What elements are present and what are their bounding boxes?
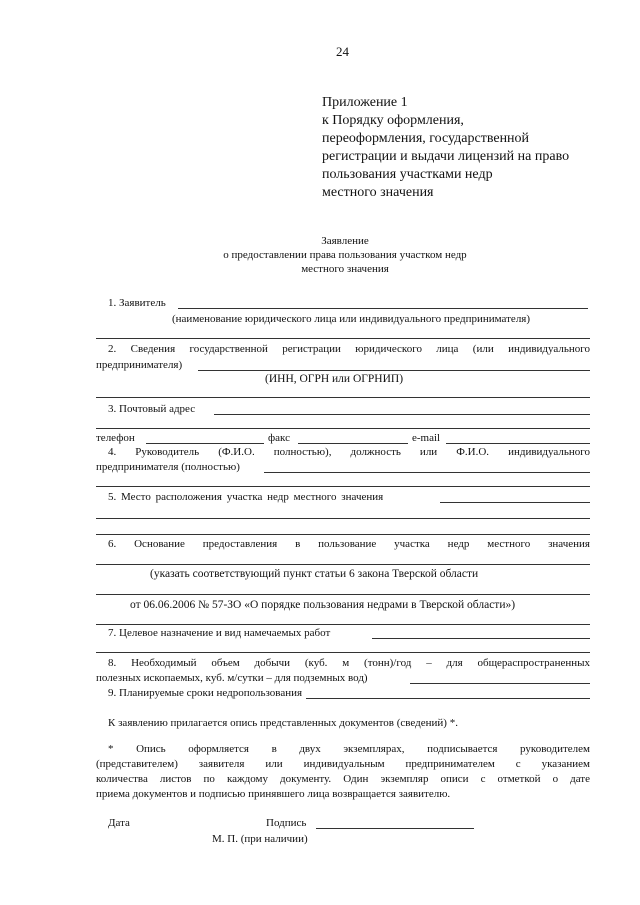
terms-label: 9. Планируемые сроки недропользования [108, 687, 303, 699]
applicant-label: 1. Заявитель [108, 297, 166, 309]
stamp-label: М. П. (при наличии) [212, 833, 308, 845]
footnote-text: количества листов по каждому документу. Один экземпляр описи с отметкой о дате [96, 773, 590, 785]
applicant-hint: (наименование юридического лица или индивидуального предпринимателя) [172, 313, 531, 325]
phone-label: телефон [96, 432, 135, 444]
fax-field[interactable] [298, 443, 408, 444]
volume-field[interactable] [410, 683, 590, 684]
location-field-extra[interactable] [96, 518, 590, 519]
fax-label: факс [268, 432, 290, 444]
signature-field[interactable] [316, 828, 474, 829]
registration-hint: (ИНН, ОГРН или ОГРНИП) [265, 373, 404, 385]
registration-field-extra[interactable] [96, 397, 590, 398]
basis-field[interactable] [96, 564, 590, 565]
head-field[interactable] [264, 472, 590, 473]
document-title: Заявление [321, 235, 369, 247]
appendix-line: местного значения [322, 185, 434, 200]
email-field[interactable] [446, 443, 590, 444]
location-field[interactable] [440, 502, 590, 503]
basis-hint-law: от 06.06.2006 № 57-ЗО «О порядке пользования недрами в Тверской области») [130, 599, 516, 611]
registration-field[interactable] [198, 370, 590, 371]
appendix-line: регистрации и выдачи лицензий на право [322, 149, 570, 164]
document-subtitle: о предоставлении права пользования участком недр [223, 249, 467, 261]
registration-label: 2. Сведения государственной регистрации юридического лица (или индивидуального [108, 343, 590, 355]
address-field-extra[interactable] [96, 428, 590, 429]
appendix-line: переоформления, государственной [322, 131, 530, 146]
attachment-note: К заявлению прилагается опись представленных документов (сведений) *. [108, 717, 458, 729]
applicant-field-extra[interactable] [96, 338, 590, 339]
purpose-label: 7. Целевое назначение и вид намечаемых работ [108, 627, 331, 639]
footnote-text: * Опись оформляется в двух экземплярах, подписывается руководителем [108, 743, 590, 755]
registration-label-cont: предпринимателя) [96, 359, 183, 371]
appendix-line: к Порядку оформления, [322, 113, 464, 128]
address-field[interactable] [214, 414, 590, 415]
volume-label-cont: полезных ископаемых, куб. м/сутки – для подземных вод) [96, 672, 368, 684]
signature-label: Подпись [266, 817, 307, 829]
basis-hint: (указать соответствующий пункт статьи 6 закона Тверской области [150, 568, 479, 580]
location-label: 5. Место расположения участка недр местного значения [108, 491, 384, 503]
head-label: 4. Руководитель (Ф.И.О. полностью), должность или Ф.И.О. индивидуального [108, 446, 590, 458]
footnote-text: приема документов и подписью принявшего лица возвращается заявителю. [96, 788, 451, 800]
volume-label: 8. Необходимый объем добычи (куб. м (тонн)/год – для общераспространенных [108, 657, 590, 669]
basis-label: 6. Основание предоставления в пользование участка недр местного значения [108, 538, 590, 550]
terms-field[interactable] [306, 698, 590, 699]
applicant-field[interactable] [178, 308, 588, 309]
email-label: e-mail [412, 432, 441, 444]
location-field-extra[interactable] [96, 534, 590, 535]
appendix-line: Приложение 1 [322, 95, 408, 110]
head-label-cont: предпринимателя (полностью) [96, 461, 240, 473]
document-subtitle: местного значения [301, 263, 389, 275]
basis-field-extra[interactable] [96, 594, 590, 595]
purpose-field-extra[interactable] [96, 652, 590, 653]
appendix-block [322, 94, 569, 202]
basis-field-extra[interactable] [96, 624, 590, 625]
purpose-field[interactable] [372, 638, 590, 639]
phone-field[interactable] [146, 443, 264, 444]
head-field-extra[interactable] [96, 486, 590, 487]
footnote-text: (представителем) заявителя или индивидуальным предпринимателем с указанием [96, 758, 590, 770]
date-label: Дата [108, 817, 130, 829]
appendix-line: пользования участками недр [322, 167, 493, 182]
page-number: 24 [336, 44, 349, 59]
address-label: 3. Почтовый адрес [108, 403, 196, 415]
